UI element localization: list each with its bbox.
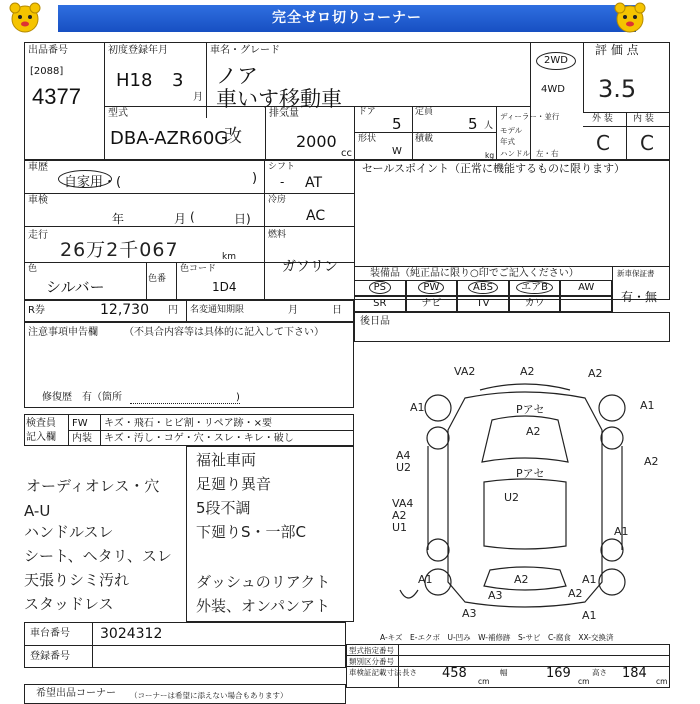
exterior-grade: C [596, 131, 610, 155]
inspection-year: 年 [112, 212, 125, 226]
recycle-unit: 円 [168, 305, 178, 316]
color-label: 色 [28, 264, 38, 274]
repair-history-close: ) [236, 392, 240, 403]
fuel-label: 燃料 [268, 230, 287, 240]
car-name-label: 車名・グレード [210, 45, 280, 56]
color-code-label: 色コード [180, 264, 217, 274]
dealer-label: ディーラー・並行 [500, 112, 560, 121]
handle-options: 左・右 [536, 149, 559, 158]
inspector-label-2: 記入欄 [26, 432, 56, 443]
mileage-value: 26万2千067 [60, 239, 179, 261]
length-value: 458 [442, 666, 467, 681]
handwritten-note-right: 足廻り異音 [196, 475, 272, 493]
damage-mark: A1 [614, 525, 629, 538]
damage-mark: A2 [568, 587, 583, 600]
length-label: 長さ [402, 668, 417, 677]
designation-label: 型式指定番号 [349, 646, 394, 655]
equipment-item [457, 280, 509, 296]
inspector-row2-tag: 内装 [72, 433, 92, 444]
interior-grade: C [640, 131, 654, 155]
new-car-warranty-label: 新車保証書 [617, 269, 655, 278]
dimensions-label: 車検証記載寸法 [349, 668, 402, 677]
mileage-label: 走行 [28, 230, 48, 241]
first-reg-month-unit: 月 [193, 92, 203, 103]
inspector-row1-tag: FW [72, 418, 88, 429]
notes-sub: （不具合内容等は具体的に記入して下さい） [124, 327, 324, 338]
model-year-label: モデル年式 [500, 126, 523, 146]
model-label: 型式 [108, 108, 128, 119]
displacement-unit: cc [341, 148, 352, 159]
equipment-item [560, 296, 612, 312]
equipment-item-label: エアB [516, 281, 553, 294]
desired-corner-label: 希望出品コーナー [36, 688, 116, 699]
model-value: DBA-AZR60G [110, 128, 229, 149]
registration-label: 登録番号 [30, 651, 70, 662]
damage-mark: A1 [582, 609, 597, 622]
handwritten-note: A-U [24, 502, 51, 520]
load-label: 積載 [415, 134, 434, 144]
width-label: 幅 [500, 668, 508, 677]
shape-value: W [392, 146, 402, 157]
score-value: 3.5 [598, 75, 637, 103]
equipment-item [509, 296, 561, 312]
inspection-paren: ( [190, 210, 195, 224]
equipment-item [354, 296, 406, 312]
exterior-label: 外 装 [592, 114, 613, 124]
handle-label: ハンドル [500, 149, 530, 158]
fuel-value: ガソリン [282, 259, 338, 275]
damage-legend: A-キズ E-エクボ U-凹み W-補修跡 S-サビ C-腐食 XX-交換済 [380, 633, 614, 642]
inspection-day: 日) [234, 212, 251, 226]
repair-history: 修復歴 有（箇所 [42, 392, 122, 403]
inspection-month: 月 [174, 212, 187, 226]
width-unit: cm [578, 677, 590, 686]
color-value: シルバー [46, 278, 105, 296]
height-unit: cm [656, 677, 668, 686]
first-reg-year: H18 [116, 70, 153, 91]
history-value: 自家用・( [64, 175, 122, 190]
classification-label: 類別区分番号 [349, 657, 394, 666]
damage-mark: VA4 A2 U1 [392, 497, 414, 534]
tax-notice-month: 月 [288, 305, 298, 316]
equipment-item [457, 296, 509, 312]
equipment-item-label: カワ [524, 298, 545, 309]
equipment-item-label: PW [418, 281, 444, 294]
handwritten-note-right: 外装、オンパンアト [196, 597, 330, 615]
equipment-item [406, 280, 458, 296]
recycle-row [24, 300, 354, 322]
inspector-row2: キズ・汚し・コゲ・穴・スレ・キレ・破し [104, 433, 294, 444]
tax-notice-day: 日 [332, 305, 342, 316]
damage-mark: A1 [410, 401, 425, 414]
handwritten-note-right: 福祉車両 [196, 451, 257, 469]
equipment-item-label: TV [476, 298, 490, 309]
drive-other: 4WD [541, 84, 565, 95]
equipment-item [354, 280, 406, 296]
equipment-item-label: AW [578, 282, 595, 293]
equipment-item-label: SR [373, 298, 387, 309]
lot-sub: [2088] [30, 66, 64, 77]
handwritten-note: シート、ヘタリ、スレ [24, 547, 172, 565]
handwritten-note: ハンドルスレ [24, 523, 114, 541]
handwritten-note: 天張りシミ汚れ [24, 571, 130, 589]
handwritten-note-right: ダッシュのリアクト [196, 573, 331, 591]
equipment-item-label: PS [369, 281, 391, 294]
chassis-number: 3024312 [100, 626, 163, 642]
damage-mark: U2 [504, 491, 520, 504]
damage-mark: A1 [640, 399, 655, 412]
displacement-label: 排気量 [269, 108, 299, 119]
equipment-item [560, 280, 612, 296]
inspection-label: 車検 [28, 195, 48, 206]
history-close: ) [252, 171, 258, 186]
damage-mark: A2 [588, 367, 603, 380]
damage-mark: Pアセ [516, 467, 545, 480]
equipment-grid [354, 280, 612, 312]
equipment-label: 装備品（純正品に限り○印でご記入ください） [370, 268, 579, 279]
damage-mark: VA2 [454, 365, 476, 378]
new-car-warranty-value: 有・無 [621, 290, 658, 304]
recycle-label: R券 [28, 305, 45, 316]
damage-mark: A1 [418, 573, 433, 586]
rear-goods-block [354, 312, 670, 342]
capacity-value: 5 [468, 115, 478, 133]
history-label: 車歴 [28, 162, 48, 173]
capacity-label: 定員 [415, 107, 434, 117]
damage-mark: Pアセ [516, 403, 545, 416]
shape-label: 形状 [358, 134, 377, 144]
displacement-value: 2000 [296, 132, 337, 151]
damage-mark: A2 [644, 455, 659, 468]
shift-label: シフト [268, 162, 296, 172]
length-unit: cm [478, 677, 490, 686]
chassis-label: 車台番号 [30, 628, 70, 639]
first-reg-label: 初度登録年月 [108, 45, 168, 56]
car-grade: 車いす移動車 [216, 87, 342, 111]
equipment-item [509, 280, 561, 296]
damage-mark: A1 [582, 573, 597, 586]
capacity-unit: 人 [484, 121, 494, 131]
score-label: 評 価 点 [595, 43, 639, 57]
tax-notice-label: 名変通知期限 [190, 305, 245, 315]
desired-corner-note: （コーナーは希望に添えない場合もあります） [130, 691, 288, 700]
inspector-row1: キズ・飛石・ヒビ割・リペア跡・×要 [104, 418, 272, 429]
damage-mark: A2 [526, 425, 541, 438]
doors-value: 5 [392, 115, 402, 133]
mileage-unit: km [222, 252, 236, 262]
handwritten-note: スタッドレス [24, 595, 114, 613]
sales-point-label: セールスポイント（正常に機能するものに限ります） [362, 162, 626, 175]
handwritten-note: オーディオレス・穴 [26, 477, 160, 495]
equipment-item-label: ABS [468, 281, 498, 294]
height-value: 184 [622, 666, 647, 681]
color-code: 1D4 [212, 280, 237, 294]
width-value: 169 [546, 666, 571, 681]
mascot-right-icon [611, 1, 649, 35]
mascot-left-icon [6, 1, 44, 35]
inspector-label-1: 検査員 [26, 418, 56, 429]
banner-title: 完全ゼロ切りコーナー [58, 5, 636, 32]
shift-prefix: - [280, 175, 285, 189]
notes-label: 注意事項申告欄 [28, 327, 98, 338]
damage-mark: A2 [514, 573, 529, 586]
damage-mark: A4 U2 [396, 449, 412, 474]
load-unit: kg [485, 151, 495, 160]
equipment-item [406, 296, 458, 312]
damage-mark: A3 [462, 607, 477, 620]
ac-label: 冷房 [268, 195, 287, 205]
lot-label: 出品番号 [28, 45, 68, 56]
model-mod: 改 [224, 126, 242, 147]
rear-goods-label: 後日品 [360, 316, 390, 327]
height-label: 高さ [592, 668, 607, 677]
lot-number: 4377 [32, 84, 81, 109]
handwritten-note-right: 5段不調 [196, 499, 251, 517]
color-number-label: 色番 [148, 274, 167, 284]
damage-mark: A2 [520, 365, 535, 378]
equipment-item-label: ナビ [421, 298, 442, 309]
recycle-value: 12,730 [100, 302, 149, 318]
drive-selected: 2WD [536, 52, 576, 70]
doors-label: ドア [358, 107, 376, 117]
first-reg-month: 3 [172, 70, 184, 91]
interior-label: 内 装 [633, 114, 654, 124]
ac-value: AC [306, 208, 326, 224]
shift-value: AT [305, 175, 323, 191]
damage-mark: A3 [488, 589, 503, 602]
handwritten-note-right: 下廻りS・一部C [196, 523, 306, 541]
car-name: ノア [216, 64, 258, 88]
